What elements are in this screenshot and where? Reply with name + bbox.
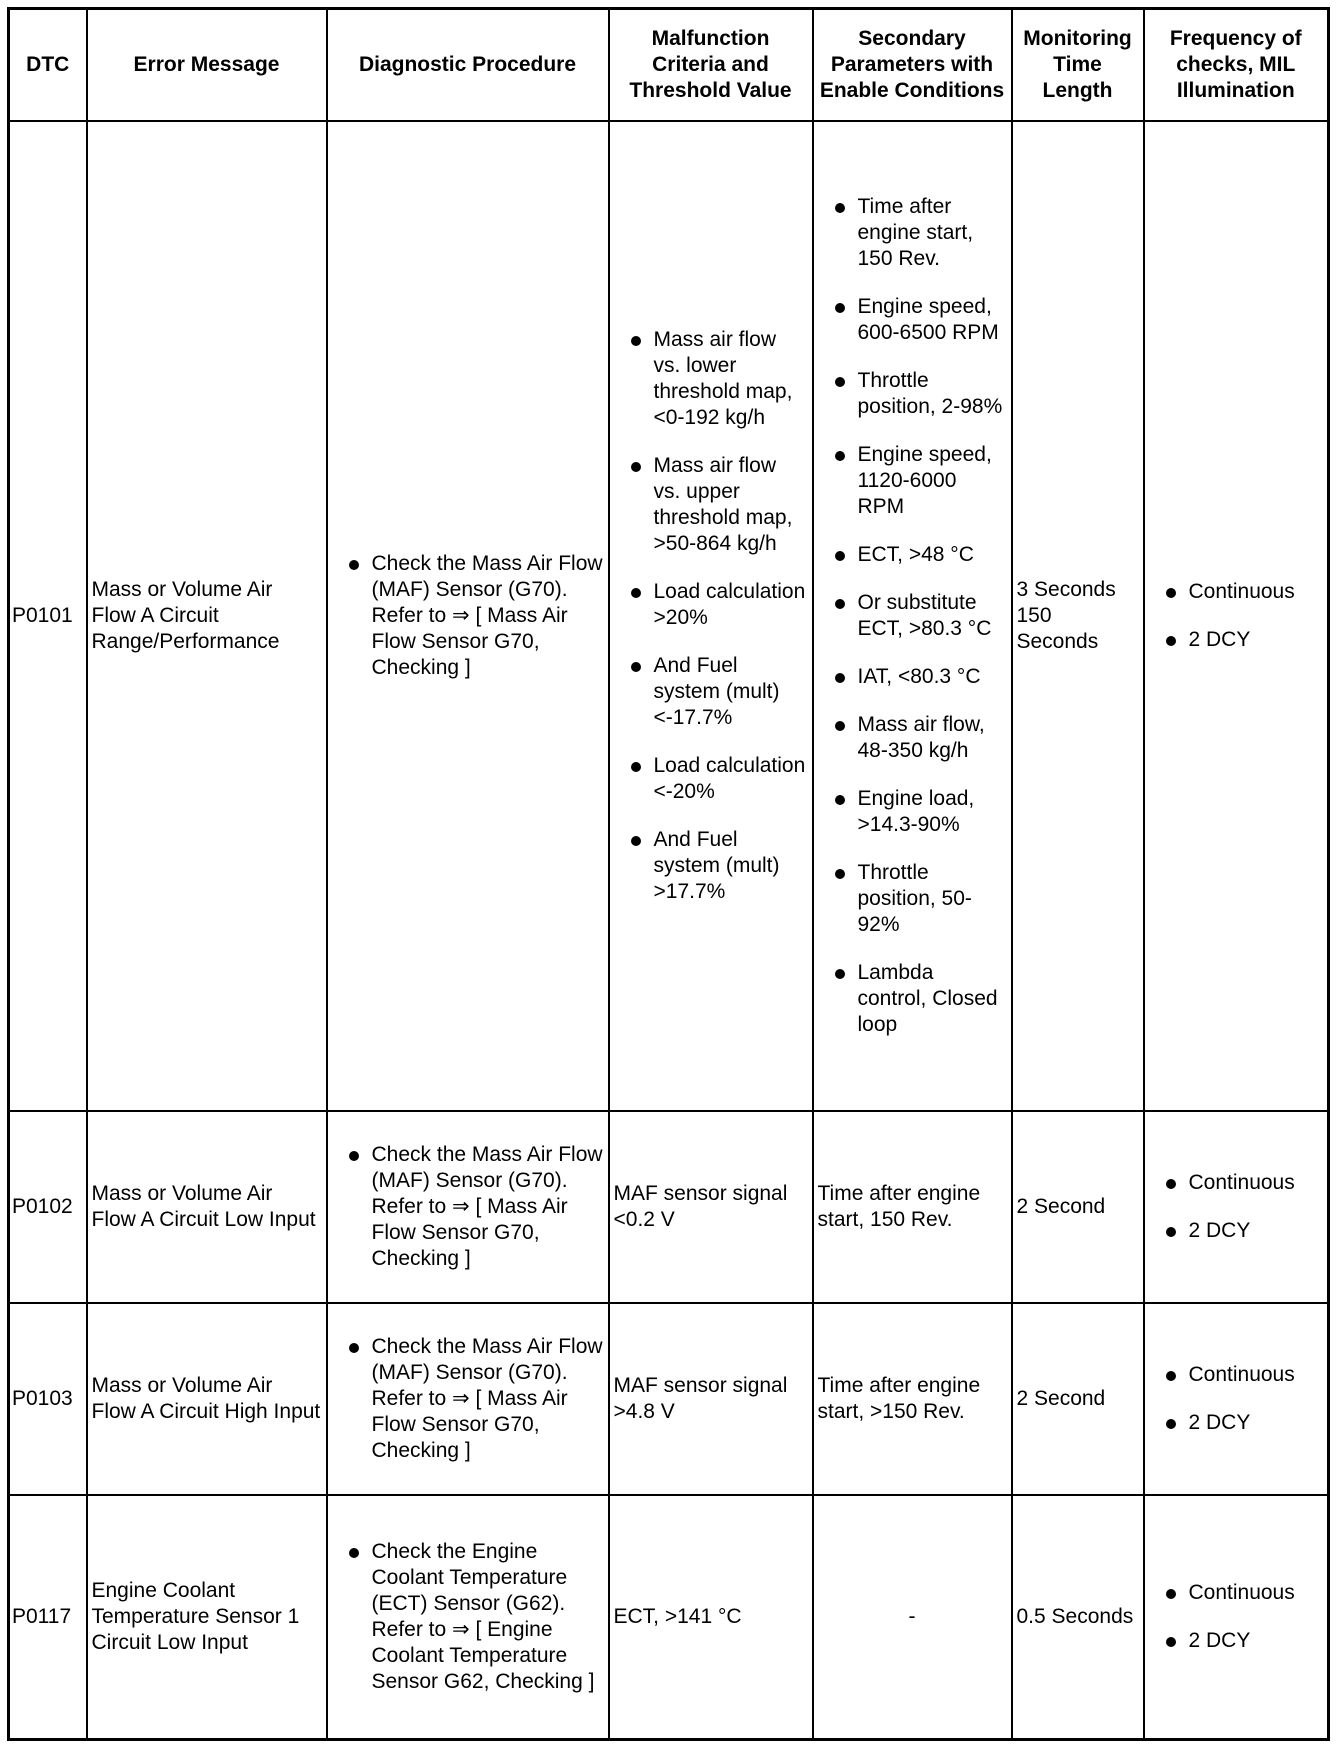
header-malfunction-criteria: Malfunction Criteria and Threshold Value xyxy=(609,9,813,122)
error-message: Mass or Volume Air Flow A Circuit Low Input xyxy=(87,1111,327,1303)
monitoring-time: 3 Seconds 150 Seconds xyxy=(1012,121,1144,1111)
frequency xyxy=(1144,1111,1329,1303)
header-secondary-parameters: Secondary Parameters with Enable Conditions xyxy=(813,9,1012,122)
diagnostic-procedure xyxy=(327,1111,609,1303)
list-item: ECT, >48 °C xyxy=(818,542,1007,568)
list-item: Throttle position, 50-92% xyxy=(818,860,1007,938)
list-item: 2 DCY xyxy=(1149,1628,1324,1654)
frequency xyxy=(1144,1303,1329,1495)
monitoring-time: 2 Second xyxy=(1012,1303,1144,1495)
list-item: Engine load, >14.3-90% xyxy=(818,786,1007,838)
list-item: Mass air flow vs. upper threshold map, >50-864 kg/h xyxy=(614,453,808,557)
dtc-table xyxy=(7,7,1330,1741)
secondary-parameters: Time after engine start, >150 Rev. xyxy=(813,1303,1012,1495)
list-item: Mass air flow vs. lower threshold map, <0-192 kg/h xyxy=(614,327,808,431)
list-item: Check the Mass Air Flow (MAF) Sensor (G70). Refer to ⇒ [ Mass Air Flow Sensor G70, Checking ] xyxy=(332,1142,604,1272)
header-frequency: Frequency of checks, MIL Illumination xyxy=(1144,9,1329,122)
malfunction-criteria: ECT, >141 °C xyxy=(609,1495,813,1740)
secondary-parameters xyxy=(813,121,1012,1111)
header-monitoring-time: Monitoring Time Length xyxy=(1012,9,1144,122)
header-diagnostic-procedure: Diagnostic Procedure xyxy=(327,9,609,122)
dtc-code: P0101 xyxy=(9,121,87,1111)
diagnostic-procedure xyxy=(327,1303,609,1495)
list-item: Mass air flow, 48-350 kg/h xyxy=(818,712,1007,764)
header-error-message: Error Message xyxy=(87,9,327,122)
list-item: And Fuel system (mult) <-17.7% xyxy=(614,653,808,731)
monitoring-time: 0.5 Seconds xyxy=(1012,1495,1144,1740)
list-item: Continuous xyxy=(1149,579,1324,605)
list-item: Engine speed, 600-6500 RPM xyxy=(818,294,1007,346)
list-item: Time after engine start, 150 Rev. xyxy=(818,194,1007,272)
header-dtc: DTC xyxy=(9,9,87,122)
list-item: IAT, <80.3 °C xyxy=(818,664,1007,690)
frequency xyxy=(1144,121,1329,1111)
list-item: Engine speed, 1120-6000 RPM xyxy=(818,442,1007,520)
list-item: Continuous xyxy=(1149,1580,1324,1606)
list-item: Continuous xyxy=(1149,1362,1324,1388)
diagnostic-procedure xyxy=(327,1495,609,1740)
malfunction-criteria: MAF sensor signal >4.8 V xyxy=(609,1303,813,1495)
error-message: Mass or Volume Air Flow A Circuit Range/Performance xyxy=(87,121,327,1111)
table-row xyxy=(9,121,1329,1111)
header-row xyxy=(9,9,1329,122)
diagnostic-procedure xyxy=(327,121,609,1111)
list-item: And Fuel system (mult) >17.7% xyxy=(614,827,808,905)
malfunction-criteria: MAF sensor signal <0.2 V xyxy=(609,1111,813,1303)
list-item: Check the Mass Air Flow (MAF) Sensor (G70). Refer to ⇒ [ Mass Air Flow Sensor G70, Checking ] xyxy=(332,551,604,681)
secondary-parameters: - xyxy=(813,1495,1012,1740)
list-item: 2 DCY xyxy=(1149,1410,1324,1436)
monitoring-time: 2 Second xyxy=(1012,1111,1144,1303)
list-item: Load calculation >20% xyxy=(614,579,808,631)
malfunction-criteria xyxy=(609,121,813,1111)
list-item: Continuous xyxy=(1149,1170,1324,1196)
list-item: 2 DCY xyxy=(1149,627,1324,653)
table-row xyxy=(9,1111,1329,1303)
table-row xyxy=(9,1495,1329,1740)
error-message: Engine Coolant Temperature Sensor 1 Circuit Low Input xyxy=(87,1495,327,1740)
dtc-code: P0103 xyxy=(9,1303,87,1495)
list-item: Check the Engine Coolant Temperature (ECT) Sensor (G62). Refer to ⇒ [ Engine Coolant Temperature Sensor G62, Checking ] xyxy=(332,1539,604,1695)
secondary-parameters: Time after engine start, 150 Rev. xyxy=(813,1111,1012,1303)
list-item: 2 DCY xyxy=(1149,1218,1324,1244)
dtc-code: P0117 xyxy=(9,1495,87,1740)
list-item: Throttle position, 2-98% xyxy=(818,368,1007,420)
table-row xyxy=(9,1303,1329,1495)
list-item: Check the Mass Air Flow (MAF) Sensor (G70). Refer to ⇒ [ Mass Air Flow Sensor G70, Checking ] xyxy=(332,1334,604,1464)
list-item: Load calculation <-20% xyxy=(614,753,808,805)
dtc-code: P0102 xyxy=(9,1111,87,1303)
list-item: Lambda control, Closed loop xyxy=(818,960,1007,1038)
frequency xyxy=(1144,1495,1329,1740)
list-item: Or substitute ECT, >80.3 °C xyxy=(818,590,1007,642)
error-message: Mass or Volume Air Flow A Circuit High Input xyxy=(87,1303,327,1495)
